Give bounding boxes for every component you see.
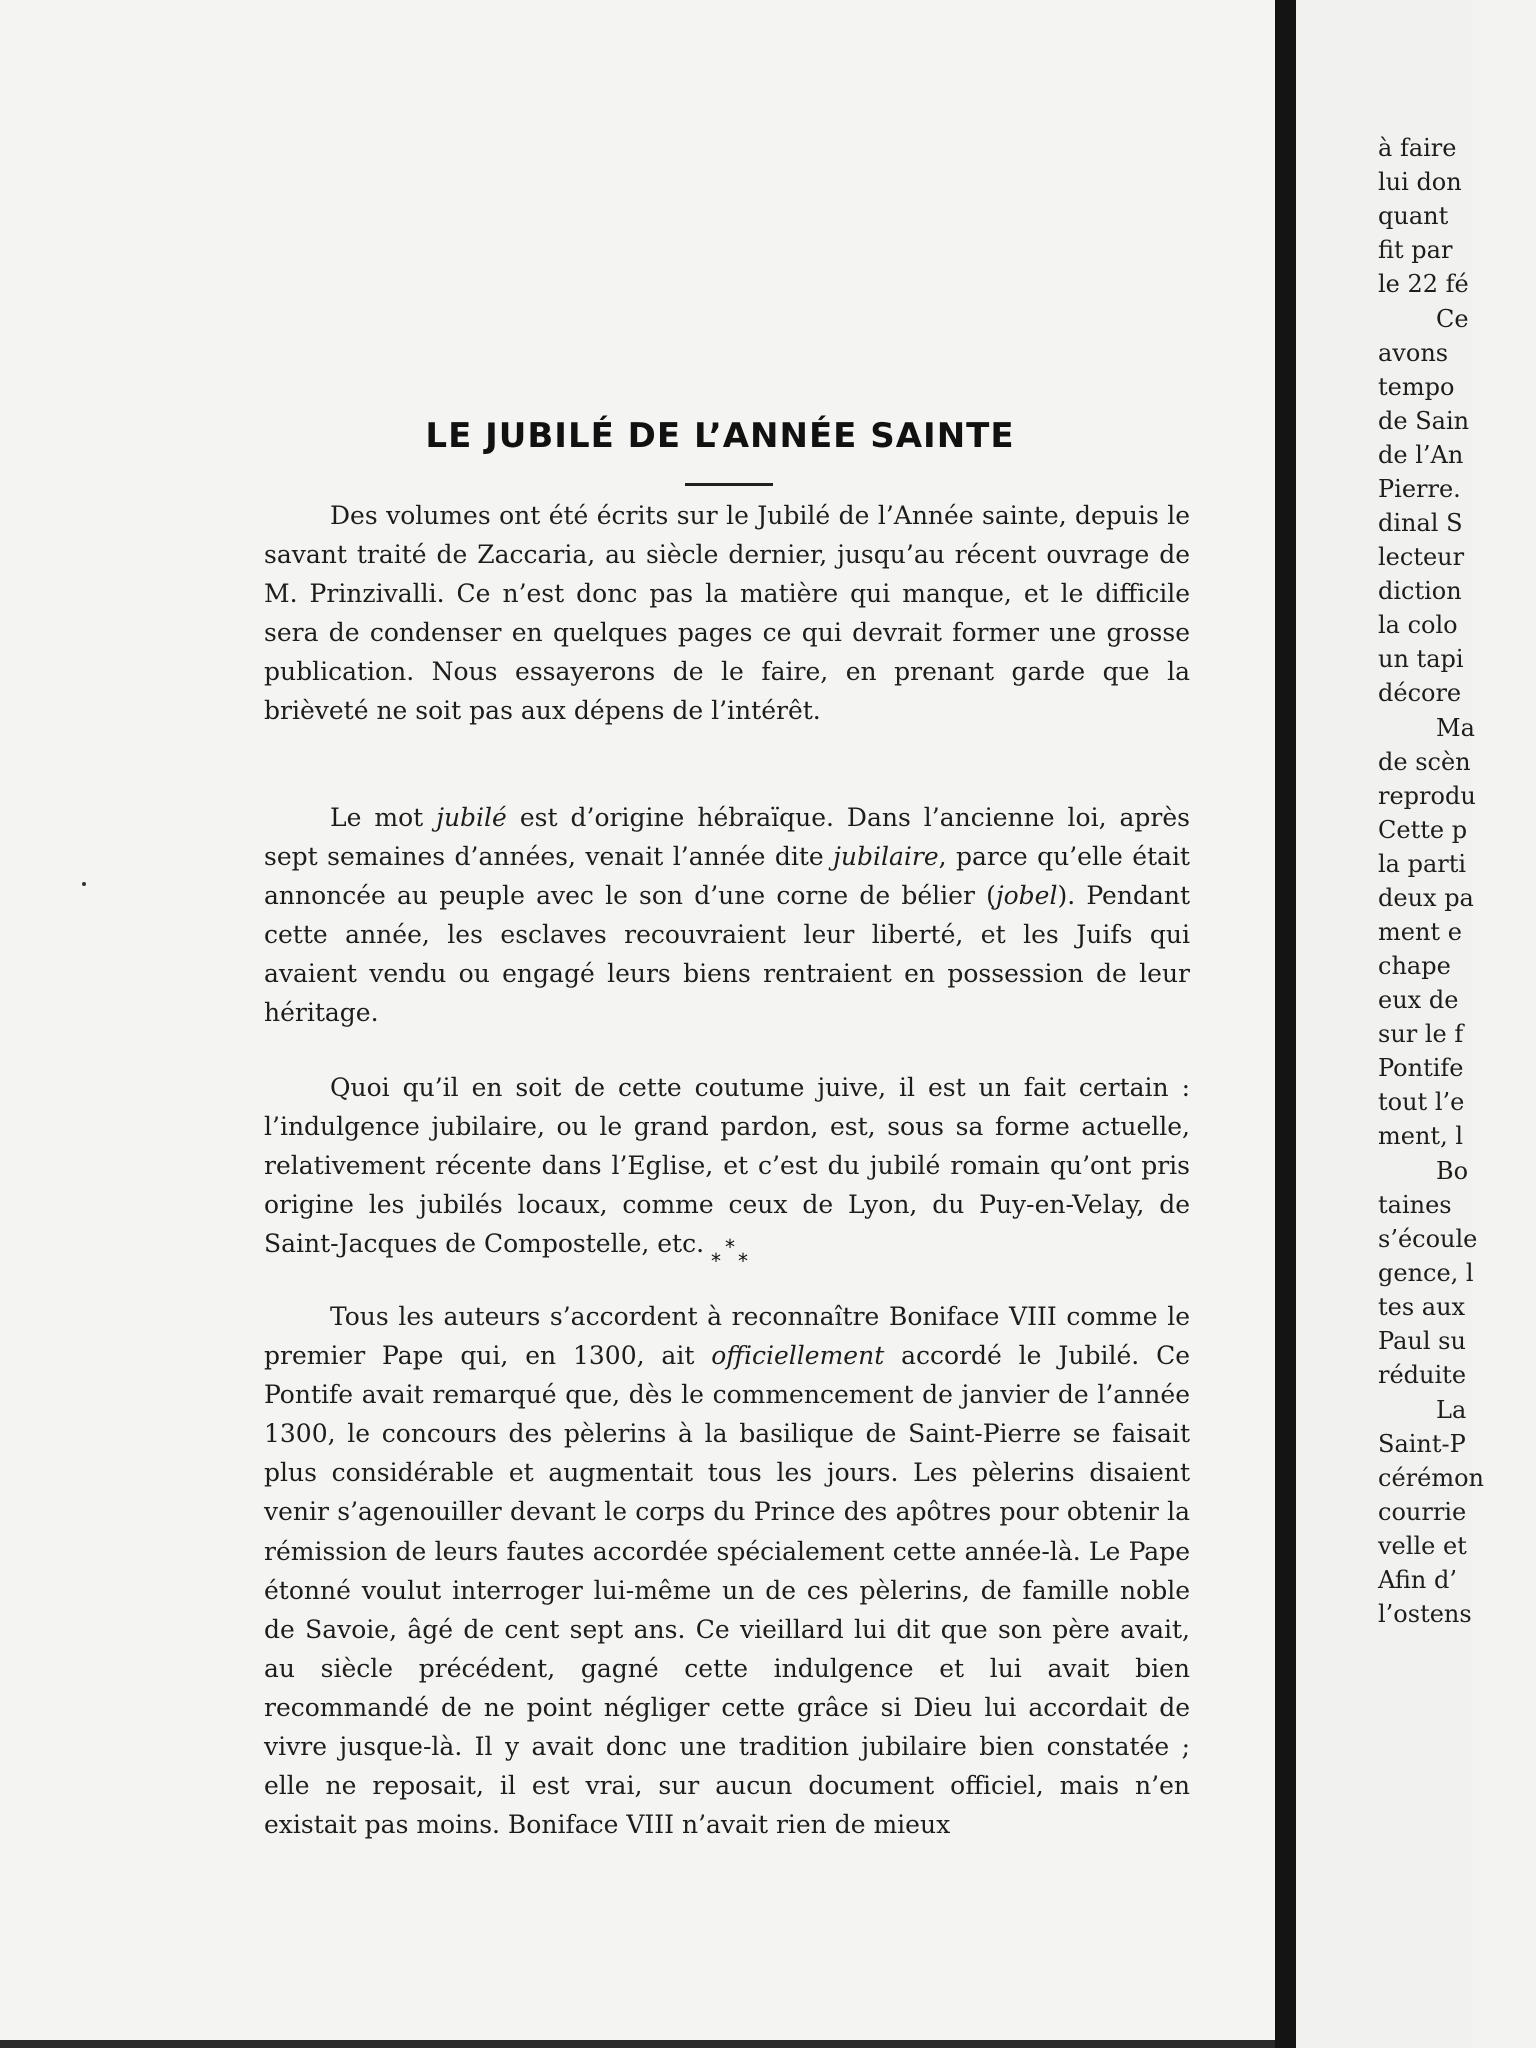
facing-page-line: lecteur <box>1378 543 1465 571</box>
facing-page-line: reprodu <box>1378 782 1476 810</box>
facing-page-line: gence, l <box>1378 1259 1474 1287</box>
facing-page-line: à faire <box>1378 134 1457 162</box>
paragraph-text: Le mot <box>330 803 437 832</box>
facing-page-line: Pontife <box>1378 1054 1464 1082</box>
asterism-star: * <box>725 1235 735 1259</box>
facing-page-line: décore <box>1378 679 1462 707</box>
facing-page-line: taines <box>1378 1191 1452 1219</box>
facing-page-line: fit par <box>1378 236 1453 264</box>
italic-term: officiellement <box>711 1341 885 1371</box>
facing-page-line: s’écoule <box>1378 1225 1478 1253</box>
facing-page-line: Bo <box>1436 1157 1469 1185</box>
asterism-star: * <box>738 1249 748 1273</box>
facing-page-line: de scèn <box>1378 748 1471 776</box>
page-title: LE JUBILÉ DE L’ANNÉE SAINTE <box>425 415 1015 456</box>
facing-page-line: la colo <box>1378 611 1458 639</box>
title-rule <box>685 483 773 486</box>
scan-speck <box>82 882 86 886</box>
facing-page-line: Paul su <box>1378 1327 1466 1355</box>
facing-page-line: diction <box>1378 577 1462 605</box>
facing-page-line: tes aux <box>1378 1293 1466 1321</box>
facing-page-line: chape <box>1378 952 1451 980</box>
facing-page-line: quant <box>1378 202 1449 230</box>
facing-page-line: tout l’e <box>1378 1088 1465 1116</box>
facing-page-line: tempo <box>1378 373 1455 401</box>
facing-page-line: deux pa <box>1378 884 1474 912</box>
facing-page-line: courrie <box>1378 1498 1467 1526</box>
italic-term: jubilaire <box>833 842 939 872</box>
facing-page-line: ment e <box>1378 918 1462 946</box>
book-gutter <box>1275 0 1296 2048</box>
facing-page-line: velle et <box>1378 1532 1467 1560</box>
facing-page-line: Ce <box>1436 305 1469 333</box>
bottom-edge <box>0 2040 1275 2048</box>
facing-page-line: Saint-P <box>1378 1430 1466 1458</box>
facing-page-line: sur le f <box>1378 1020 1464 1048</box>
facing-page-line: Pierre. <box>1378 475 1461 503</box>
paragraph-text: , parce qu’elle était annoncée au peuple avec le son d’une corne de bélier ( <box>264 842 1190 911</box>
paragraph-text: accordé le Jubilé. Ce Pontife avait remarqué que, dès le commencement de janvier de l’année 1300, le concours des pèlerins à la basilique de Saint-Pierre se faisait plus considérable et augmentait tous les jours. Les pèlerins disaient venir s’agenouiller devant le corps du Prince des apôtres pour obtenir la rémission de leurs fautes accordée spécialement cette année-là. Le Pape étonné voulut interroger lui-même un de ces pèlerins, de famille noble de Savoie, âgé de cent sept ans. Ce vieillard lui dit que son père avait, au siècle précédent, gagné cette indulgence et lui avait bien recommandé de ne point négliger cette grâce si Dieu lui accordait de vivre jusque-là. Il y avait donc une tradition jubilaire bien constatée ; elle ne reposait, il est vrai, sur aucun document officiel, mais n’en existait pas moins. Boniface VIII n’avait rien de mieux <box>264 1341 1190 1840</box>
paragraph-text: est d’origine hébraïque. Dans l’ancienne loi, après sept semaines d’années, venait l’année dite <box>264 803 1190 872</box>
facing-page-line: cérémon <box>1378 1464 1484 1492</box>
paragraph <box>264 1297 1190 1844</box>
paragraph <box>264 798 1190 1033</box>
facing-page-line: lui don <box>1378 168 1462 196</box>
paragraph-text: Tous les auteurs s’accordent à reconnaître Boniface VIII comme le premier Pape qui, en 1300, ait <box>264 1302 1190 1371</box>
facing-page-line: de Sain <box>1378 407 1470 435</box>
paragraph-text: ). Pendant cette année, les esclaves recouvraient leur liberté, et les Juifs qui avaient vendu ou engagé leurs biens rentraient en possession de leur héritage. <box>264 881 1190 1028</box>
facing-page-line: le 22 fé <box>1378 270 1469 298</box>
facing-page-line: l’ostens <box>1378 1600 1472 1628</box>
paragraph <box>264 496 1190 731</box>
facing-page-line: ment, l <box>1378 1122 1463 1150</box>
asterism <box>700 1235 760 1275</box>
facing-page-line: dinal S <box>1378 509 1463 537</box>
facing-page-line: eux de <box>1378 986 1459 1014</box>
paragraph-text: Des volumes ont été écrits sur le Jubilé de l’Année sainte, depuis le savant traité de Zaccaria, au siècle dernier, jusqu’au récent ouvrage de M. Prinzivalli. Ce n’est donc pas la matière qui manque, et le difficile sera de condenser en quelques pages ce qui devrait former une grosse publication. Nous essayerons de le faire, en prenant garde que la brièveté ne soit pas aux dépens de l’intérêt. <box>264 501 1190 726</box>
asterism-star: * <box>711 1249 721 1273</box>
italic-term: jubilé <box>436 803 507 832</box>
facing-page-line: de l’An <box>1378 441 1464 469</box>
italic-term: jobel <box>995 881 1058 911</box>
facing-page-line: Cette p <box>1378 816 1468 844</box>
facing-page-line: un tapi <box>1378 645 1464 673</box>
facing-page-line: avons <box>1378 339 1449 367</box>
facing-page-line: la parti <box>1378 850 1467 878</box>
facing-page-line: Afin d’ <box>1378 1566 1457 1594</box>
paragraph-text: Quoi qu’il en soit de cette coutume juive, il est un fait certain : l’indulgence jubilaire, ou le grand pardon, est, sous sa forme actuelle, relativement récente dans l’Eglise, et c’est du jubilé romain qu’ont pris origine les jubilés locaux, comme ceux de Lyon, du Puy-en-Velay, de Saint-Jacques de Compostelle, etc. <box>264 1073 1190 1259</box>
facing-page-line: La <box>1436 1396 1467 1424</box>
facing-page-line: Ma <box>1436 714 1475 742</box>
facing-page-line: réduite <box>1378 1361 1467 1389</box>
